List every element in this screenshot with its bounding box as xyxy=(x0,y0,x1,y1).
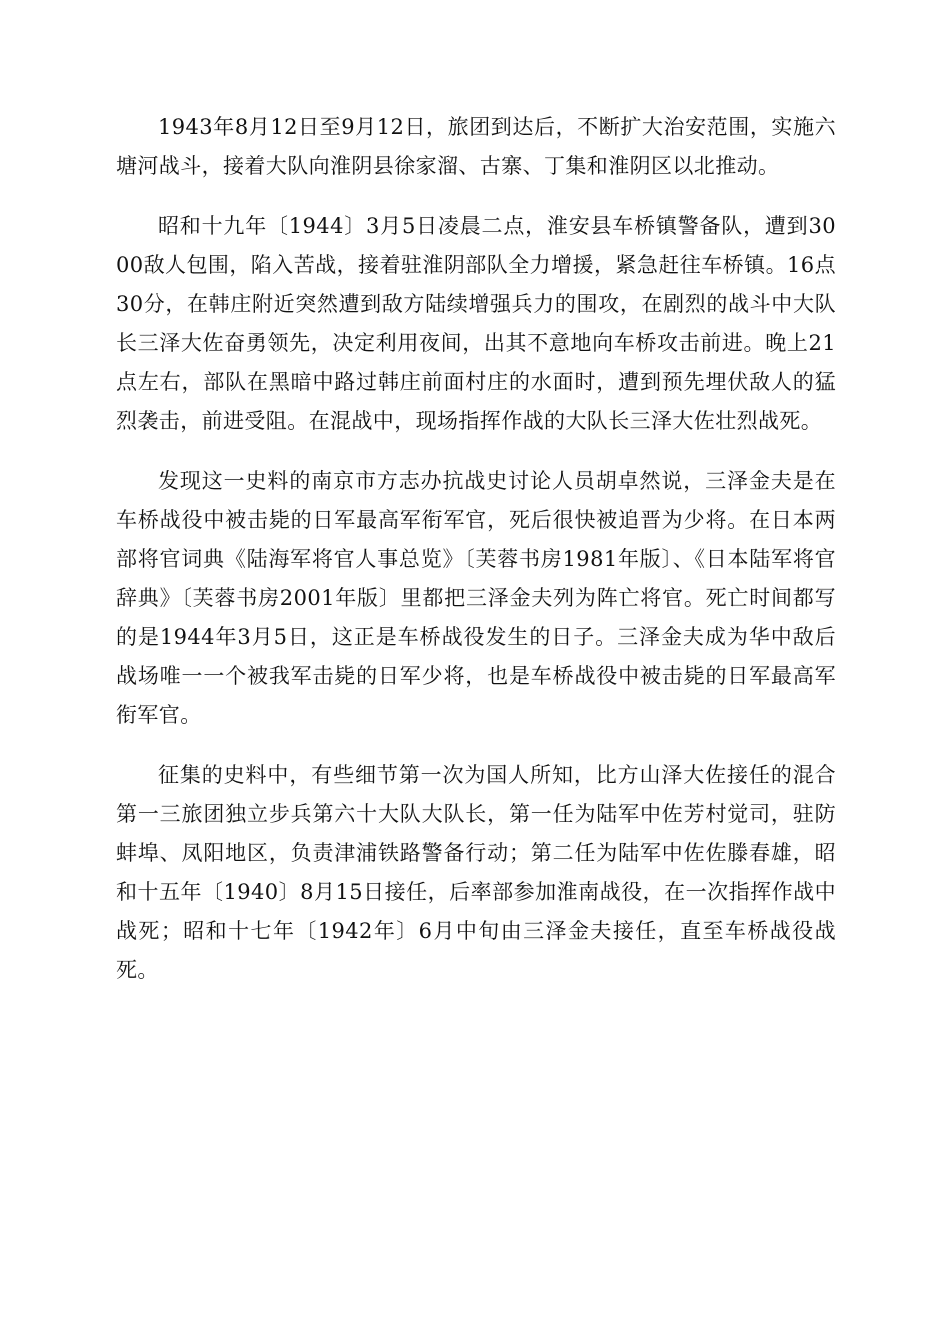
paragraph-3: 发现这一史料的南京市方志办抗战史讨论人员胡卓然说，三泽金夫是在车桥战役中被击毙的日军最高军衔军官，死后很快被追晋为少将。在日本两部将官词典《陆海军将官人事总览》〔芙蓉书房1981年版〕、《日本陆军将官辞典》〔芙蓉书房2001年版〕里都把三泽金夫列为阵亡将官。死亡时间都写的是1944年3月5日，这正是车桥战役发生的日子。三泽金夫成为华中敌后战场唯一一个被我军击毙的日军少将，也是车桥战役中被击毙的日军最高军衔军官。 xyxy=(116,469,836,727)
paragraph-4: 征集的史料中，有些细节第一次为国人所知，比方山泽大佐接任的混合第一三旅团独立步兵第六十大队大队长，第一任为陆军中佐芳村觉司，驻防蚌埠、凤阳地区，负责津浦铁路警备行动；第二任为陆军中佐佐滕春雄，昭和十五年〔1940〕8月15日接任，后率部参加淮南战役，在一次指挥作战中战死；昭和十七年〔1942年〕6月中旬由三泽金夫接任，直至车桥战役战死。 xyxy=(116,763,836,982)
paragraph-1: 1943年8月12日至9月12日，旅团到达后，不断扩大治安范围，实施六塘河战斗，接着大队向淮阴县徐家溜、古寨、丁集和淮阴区以北推动。 xyxy=(116,115,836,178)
document-page xyxy=(116,108,836,1011)
paragraph-2: 昭和十九年〔1944〕3月5日凌晨二点，淮安县车桥镇警备队，遭到3000敌人包围，陷入苦战，接着驻淮阴部队全力增援，紧急赶往车桥镇。16点30分，在韩庄附近突然遭到敌方陆续增强兵力的围攻，在剧烈的战斗中大队长三泽大佐奋勇领先，决定利用夜间，出其不意地向车桥攻击前进。晚上21点左右，部队在黑暗中路过韩庄前面村庄的水面时，遭到预先埋伏敌人的猛烈袭击，前进受阻。在混战中，现场指挥作战的大队长三泽大佐壮烈战死。 xyxy=(116,214,836,433)
